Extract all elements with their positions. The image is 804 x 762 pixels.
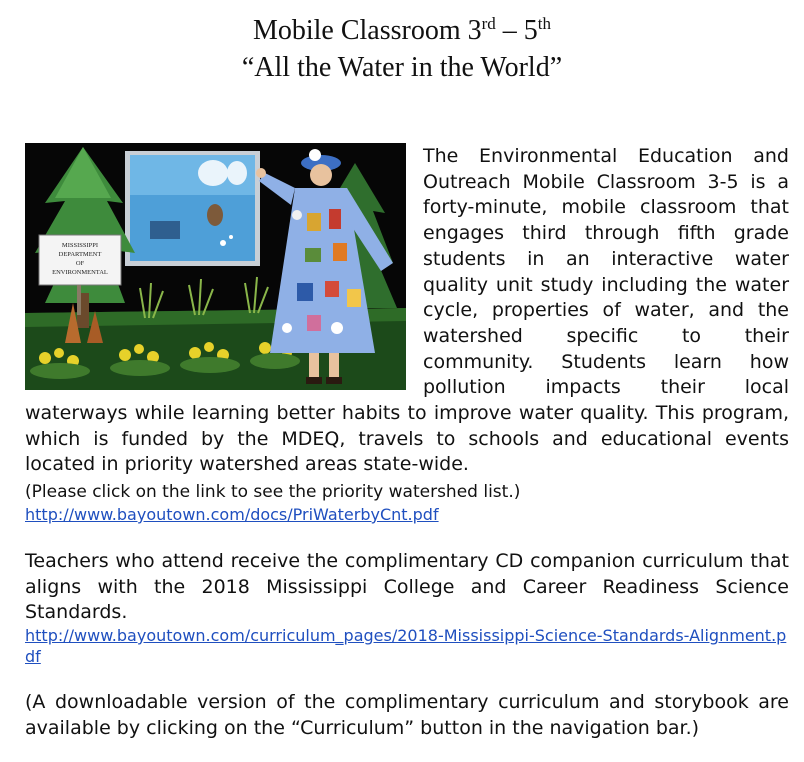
priority-watershed-link[interactable]: http://www.bayoutown.com/docs/PriWaterbyCnt.pdf [25,505,439,524]
download-note: (A downloadable version of the complimentary curriculum and storybook are available by clicking on the “Curriculum” button in the navigation bar.) [25,691,789,739]
science-standards-link[interactable]: http://www.bayoutown.com/curriculum_pages/2018-Mississippi-Science-Standards-Alignment.pdf [25,626,787,666]
svg-text:ENVIRONMENTAL: ENVIRONMENTAL [52,269,108,276]
curriculum-paragraph: Teachers who attend receive the complimentary CD companion curriculum that aligns with the 2018 Mississippi College and Career Readiness Science Standards. [25,550,789,624]
photo-spacer [25,144,423,400]
page-title: Mobile Classroom 3rd – 5th [252,14,552,46]
svg-text:OF: OF [75,260,85,267]
page-subtitle: “All the Water in the World” [241,52,563,83]
svg-text:MISSISSIPPI: MISSISSIPPI [61,242,99,249]
intro-paragraph: The Environmental Education and Outreach Mobile Classroom 3-5 is a forty-minute, mobile classroom that engages third through fifth grade students in an interactive water quality unit study including the water cycle, properties of water, and the watershed specific to their community. Students learn how pollution impacts their local waterways while learning better habits to improve water quality. This program, which is funded by the MDEQ, travels to schools and educational events located in priority watershed areas state-wide. [25,145,789,476]
svg-text:DEPARTMENT: DEPARTMENT [58,251,102,258]
watershed-note: (Please click on the link to see the priority watershed list.) [25,482,521,502]
